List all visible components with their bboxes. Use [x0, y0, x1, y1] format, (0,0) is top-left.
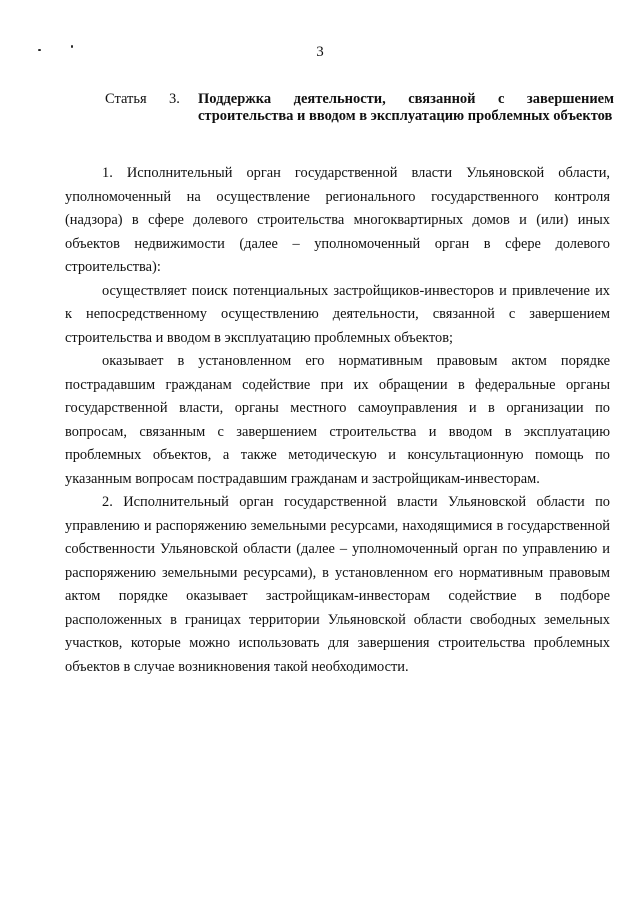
paragraph: 1. Исполнительный орган государственной власти Ульяновской области, уполномоченный на осуществление регионального государственного контроля (надзора) в сфере долевого строительства многоквартирных домов и (или) иных объектов недвижимости (далее – уполномоченный орган в сфере долевого строительства):	[65, 165, 610, 275]
paragraph: оказывает в установленном его нормативным правовым актом порядке пострадавшим гражданам содействие при их обращении в федеральные органы государственной власти, органы местного самоуправления и в организации по вопросам, связанным с завершением строительства и вводом в эксплуатацию проблемных объектов, а также методическую и консультационную помощь по указанным вопросам пострадавшим гражданам и застройщикам-инвесторам.	[65, 353, 610, 487]
paragraph: осуществляет поиск потенциальных застройщиков-инвесторов и привлечение их к непосредственному осуществлению деятельности, связанной с завершением строительства и вводом в эксплуатацию проблемных объектов;	[65, 282, 610, 346]
article-body	[65, 162, 610, 679]
page-number: 3	[316, 44, 324, 60]
article-label	[105, 91, 193, 108]
article-word: Статья	[105, 91, 147, 107]
article-number: 3.	[169, 91, 180, 107]
paragraph: 2. Исполнительный орган государственной власти Ульяновской области по управлению и распоряжению земельными ресурсами, находящимися в государственной собственности Ульяновской области (далее – уполномоченный орган по управлению и распоряжению земельными ресурсами), в установленном его нормативным правовым актом порядке оказывает застройщикам-инвесторам содействие в подборе расположенных в границах территории Ульяновской области свободных земельных участков, которые можно использовать для завершения строительства проблемных объектов в случае возникновения такой необходимости.	[65, 494, 610, 675]
article-title: Поддержка деятельности, связанной с завершением строительства и вводом в эксплуатацию проблемных объектов	[198, 91, 614, 124]
